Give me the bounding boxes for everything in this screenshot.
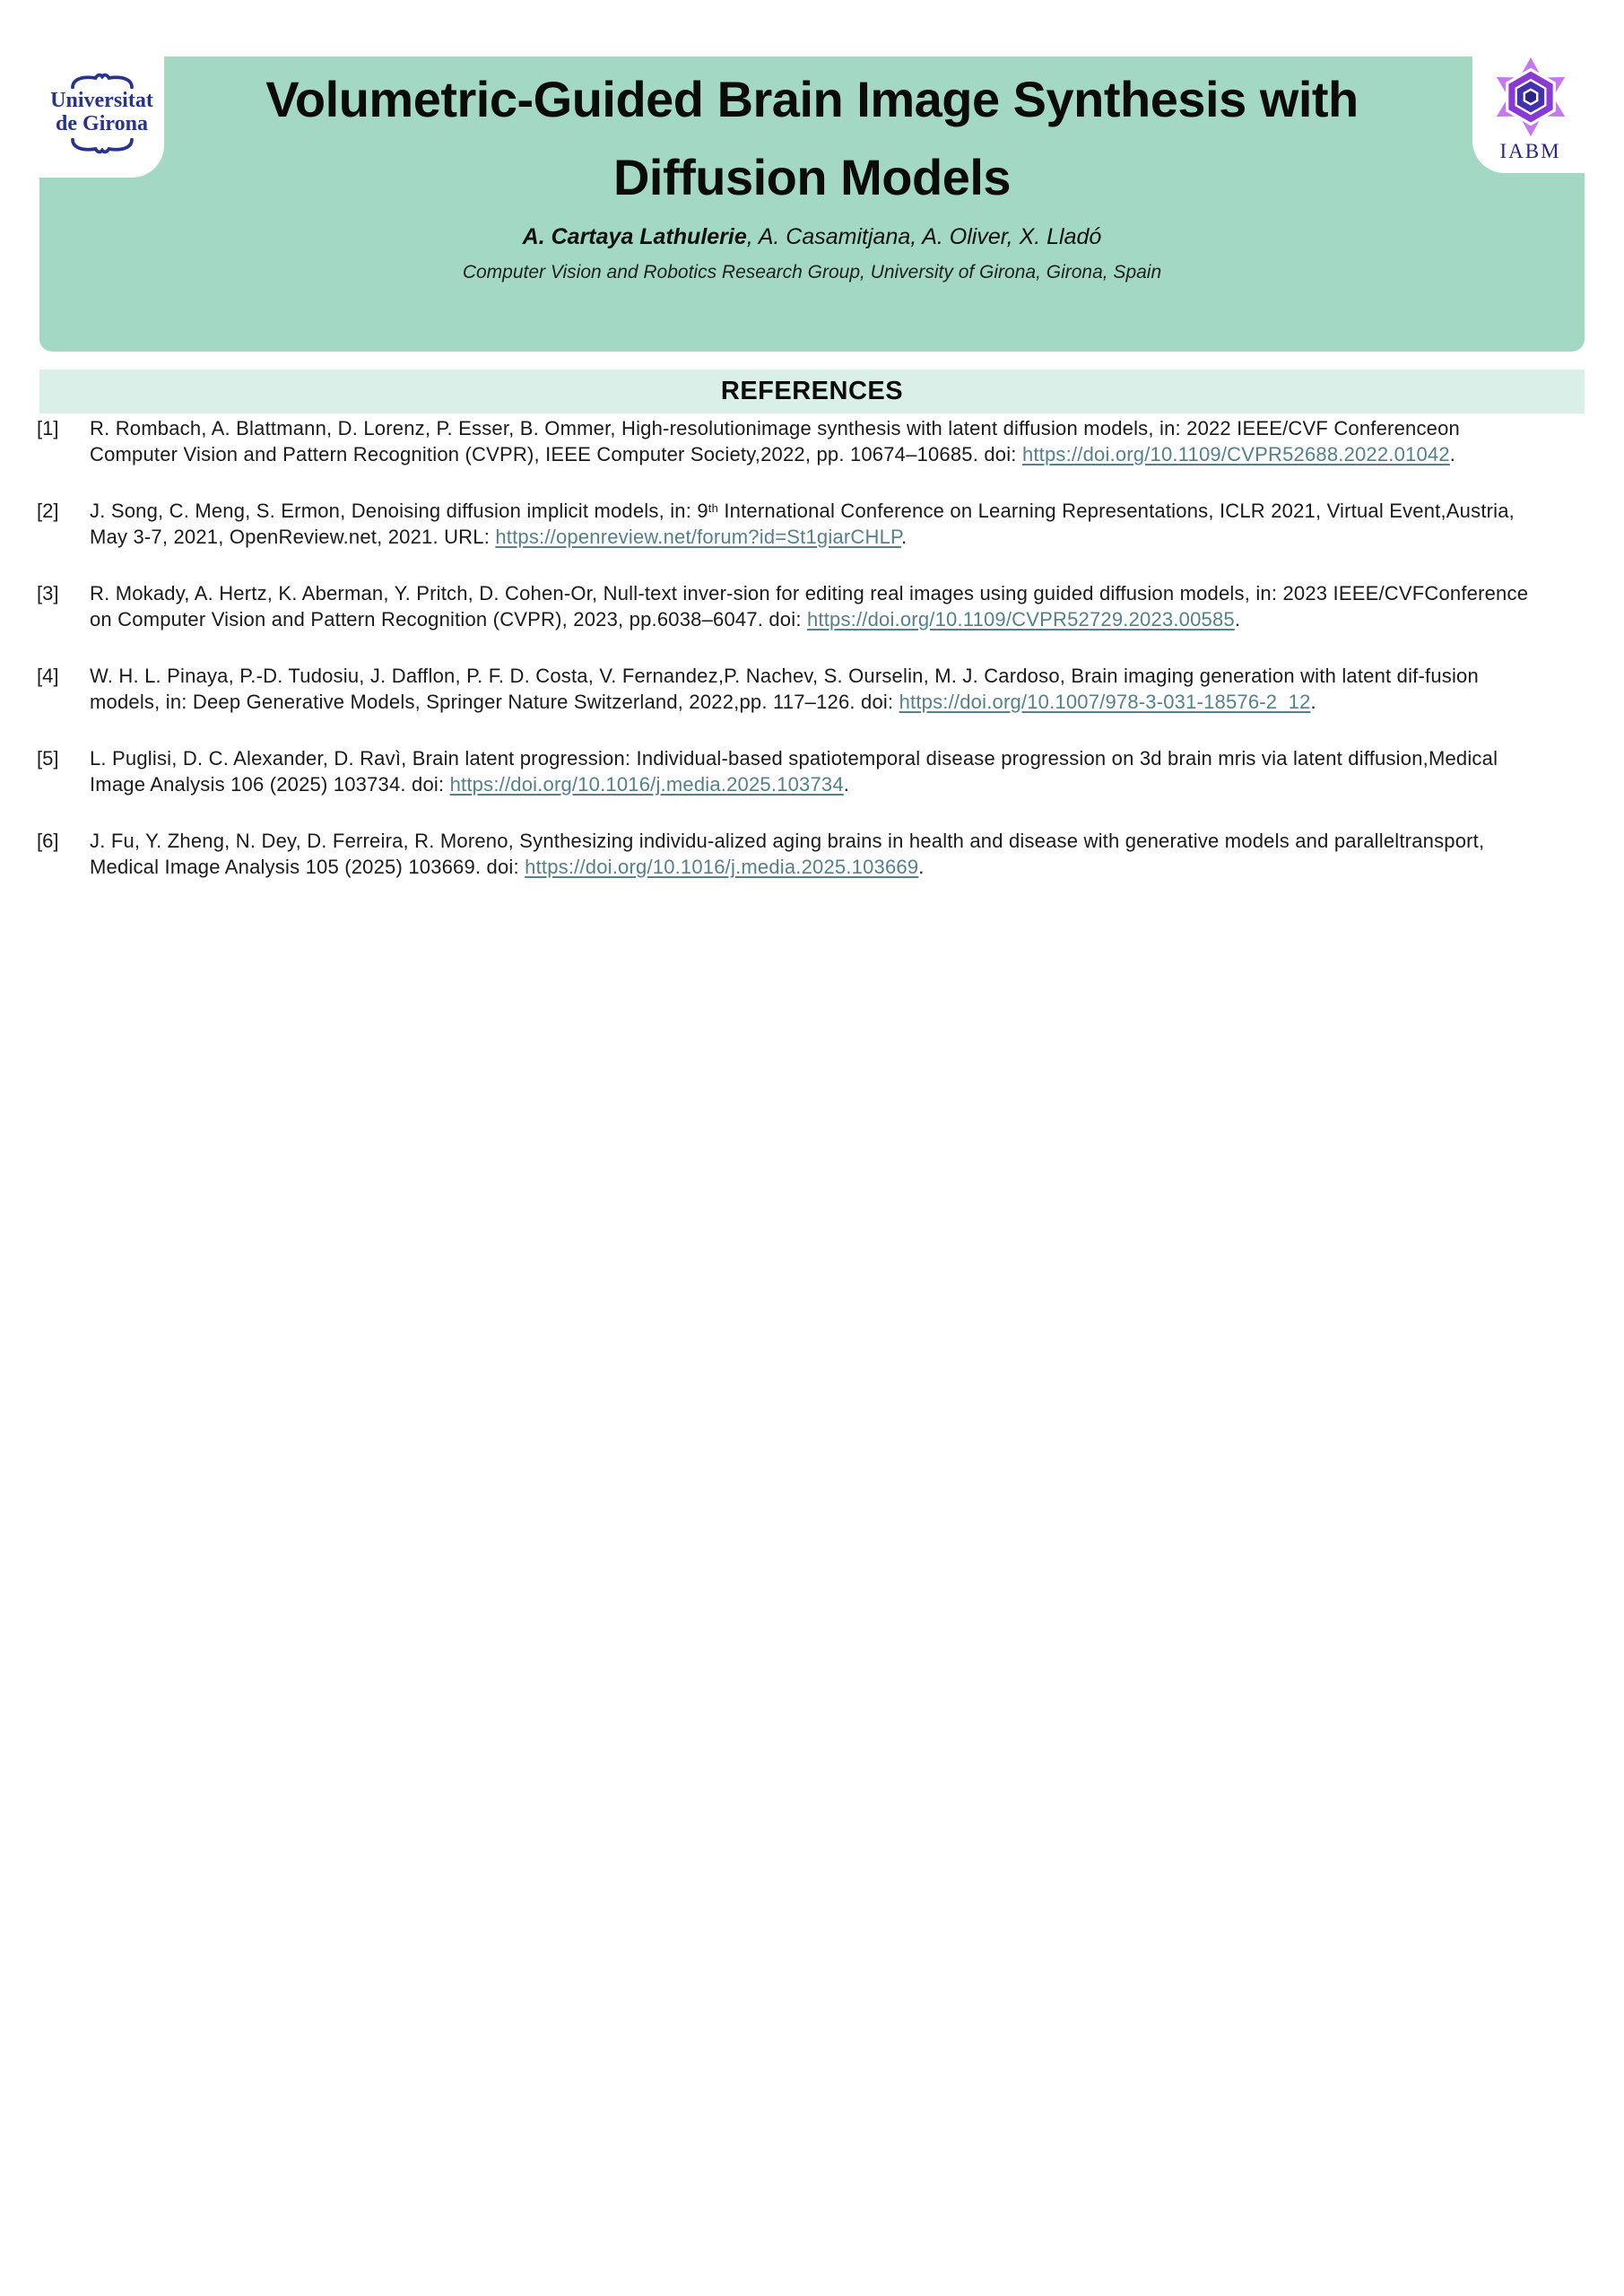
reference-text: W. H. L. Pinaya, P.-D. Tudosiu, J. Dafflon, P. F. D. Costa, V. Fernandez,P. Nachev, S. Ourselin, M. J. Cardoso, Brain imaging generation with latent dif-fusion models, in: Deep Generative Models, Springer Nature Switzerland, 2022,pp. 117–126. doi: https://doi.org/10.1007/978-3-031-18576-2_12. [90,665,1479,713]
udg-logo-line1: Universitat [50,89,153,112]
reference-link[interactable]: https://doi.org/10.1016/j.media.2025.103734 [449,773,844,796]
iabm-logo-label: IABM [1499,140,1561,162]
udg-bottom-brace-icon [57,138,147,154]
reference-item [37,745,1615,797]
references-list [37,415,1615,910]
author-first: A. Cartaya Lathulerie [522,224,747,249]
reference-number: [4] [37,665,59,687]
iabm-hexagon-icon [1489,56,1572,138]
reference-number: [5] [37,747,59,770]
reference-link[interactable]: https://doi.org/10.1007/978-3-031-18576-2_12 [899,691,1311,713]
reference-link[interactable]: https://doi.org/10.1109/CVPR52688.2022.01042 [1021,443,1450,465]
reference-item [37,580,1615,632]
udg-logo-box [39,36,164,178]
iabm-logo-box [1472,36,1624,173]
reference-link[interactable]: https://openreview.net/forum?id=St1giarCHLP [495,526,902,548]
authors-line [523,222,1102,252]
reference-text: J. Song, C. Meng, S. Ermon, Denoising diffusion implicit models, in: 9th International Conference on Learning Representations, ICLR 2021, Virtual Event,Austria, May 3-7, 2021, OpenReview.net, 2021. URL: https://openreview.net/forum?id=St1giarCHLP. [90,500,1515,548]
poster-header [39,57,1585,352]
reference-number: [2] [37,500,59,522]
reference-text: R. Mokady, A. Hertz, K. Aberman, Y. Pritch, D. Cohen-Or, Null-text inver-sion for editing real images using guided diffusion models, in: 2023 IEEE/CVFConference on Computer Vision and Pattern Recognition (CVPR), 2023, pp.6038–6047. doi: https://doi.org/10.1109/CVPR52729.2023.00585. [90,582,1529,631]
affiliation-line: Computer Vision and Robotics Research Group, University of Girona, Girona, Spain [462,262,1162,283]
poster-title-line2: Diffusion Models [612,149,1012,205]
reference-link[interactable]: https://doi.org/10.1016/j.media.2025.103669 [525,856,919,878]
reference-number: [6] [37,830,59,852]
udg-logo-line2: de Girona [56,112,148,135]
poster-title-line1: Volumetric-Guided Brain Image Synthesis with [265,71,1359,127]
reference-item [37,663,1615,715]
reference-number: [3] [37,582,59,604]
authors-rest: , A. Casamitjana, A. Oliver, X. Lladó [746,224,1102,249]
poster-title [265,60,1359,216]
reference-link[interactable]: https://doi.org/10.1109/CVPR52729.2023.00585 [806,608,1235,631]
reference-number: [1] [37,417,59,439]
reference-item [37,415,1615,467]
reference-text: R. Rombach, A. Blattmann, D. Lorenz, P. Esser, B. Ommer, High-resolutionimage synthesis with latent diffusion models, in: 2022 IEEE/CVF Conferenceon Computer Vision and Pattern Recognition (CVPR), IEEE Computer Society,2022, pp. 10674–10685. doi: https://doi.org/10.1109/CVPR52688.2022.01042. [90,417,1460,465]
references-band [39,370,1585,413]
reference-item [37,828,1615,880]
reference-text: J. Fu, Y. Zheng, N. Dey, D. Ferreira, R. Moreno, Synthesizing individu-alized aging brains in health and disease with generative models and paralleltransport, Medical Image Analysis 105 (2025) 103669. doi: https://doi.org/10.1016/j.media.2025.103669. [90,830,1485,878]
udg-logo-text [50,89,153,135]
udg-top-brace-icon [57,73,147,89]
references-heading: REFERENCES [720,377,904,405]
reference-text: L. Puglisi, D. C. Alexander, D. Ravì, Brain latent progression: Individual-based spatiotemporal disease progression on 3d brain mris via latent diffusion,Medical Image Analysis 106 (2025) 103734. doi: https://doi.org/10.1016/j.media.2025.103734. [90,747,1498,796]
reference-item [37,498,1615,550]
